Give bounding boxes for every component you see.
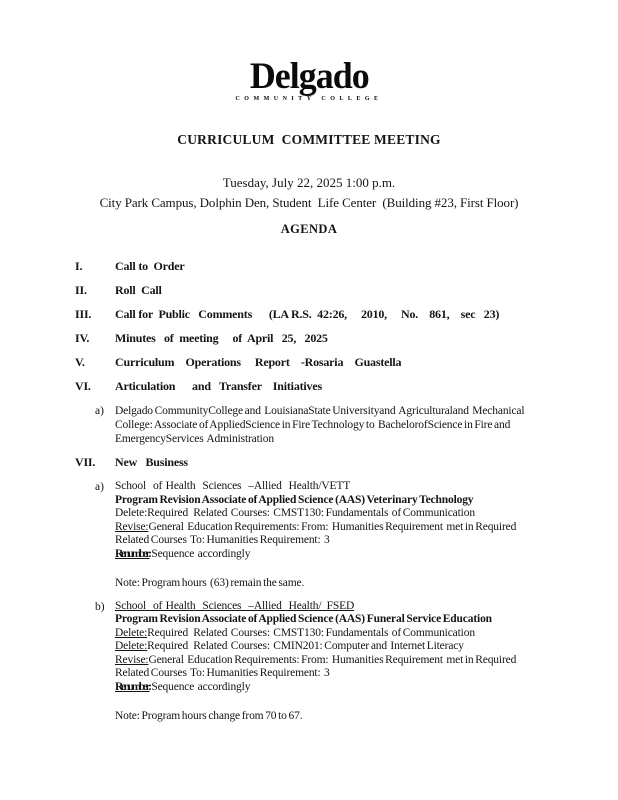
new-business-item-b-fsed [95, 600, 563, 724]
renumber-label: Renumber: [115, 680, 150, 693]
item-numeral: II. [75, 283, 87, 297]
item-numeral: I. [75, 259, 83, 273]
vett-proposal [115, 480, 563, 591]
logo-wordmark: Delgado [249, 56, 369, 97]
item-text: Articulation and Transfer Initiatives [115, 379, 322, 393]
item-text: New Business [115, 455, 188, 469]
program-revision-line: Program Revision Associate of Applied Science (AAS) Veterinary Technology [115, 493, 474, 506]
articulation-sub-item-a [95, 404, 563, 446]
item-text: Call for Public Comments (LA R.S. 42:26, 2010, No. 861, sec 23) [115, 307, 500, 321]
revise-line [115, 654, 563, 668]
delete-label: Delete: [115, 640, 148, 652]
renumber-text: Sequence accordingly [149, 680, 251, 693]
delete-label: Delete: [115, 626, 148, 639]
sub-item-marker: a) [95, 405, 104, 417]
delete-text: Required Related Courses: CMIN201: Computer and Internet Literacy [147, 640, 464, 652]
articulation-paragraph [115, 404, 563, 446]
item-numeral: V. [75, 355, 85, 369]
logo-subtitle: COMMUNITY COLLEGE [235, 96, 383, 102]
renumber-line [115, 548, 563, 562]
related-courses-line: Related Courses To: Humanities Requirement: 3 [115, 667, 330, 679]
articulation-paragraph-line: College: Associate of AppliedScience in Fire Technology to BachelorofScience in Fire and [115, 419, 511, 431]
revise-label: Revise: [115, 653, 149, 666]
renumber-line [115, 681, 563, 695]
related-courses-line: Related Courses To: Humanities Requirement: 3 [115, 534, 330, 546]
sub-item-marker: a) [95, 481, 104, 493]
agenda-heading: AGENDA [280, 222, 338, 236]
revise-line [115, 521, 563, 535]
renumber-text: Sequence accordingly [149, 547, 251, 560]
program-revision-line: Program Revision Associate of Applied Science (AAS) Funeral Service Education [115, 613, 492, 625]
item-text: Curriculum Operations Report -Rosaria Guastella [115, 355, 402, 369]
item-numeral: III. [75, 307, 92, 321]
item-numeral: VII. [75, 455, 96, 469]
agenda-item-roll-call [75, 284, 563, 297]
agenda-item-articulation-transfer [75, 380, 563, 393]
school-heading: School of Health Sciences –Allied Health/VETT [115, 480, 351, 492]
item-numeral: IV. [75, 331, 90, 345]
new-business-item-a-vett [95, 480, 563, 591]
agenda-item-curriculum-operations-report [75, 356, 563, 369]
agenda-item-new-business [75, 456, 563, 469]
school-heading: School of Health Sciences –Allied Health/ FSED [115, 599, 355, 612]
agenda-list [0, 260, 618, 724]
revise-text: General Education Requirements: From: Humanities Requirement met in Required [148, 520, 517, 533]
meeting-datetime: Tuesday, July 22, 2025 1:00 p.m. [222, 175, 396, 190]
delete-line [115, 640, 563, 654]
item-numeral: VI. [75, 379, 91, 393]
item-text: Minutes of meeting of April 25, 2025 [115, 331, 328, 345]
articulation-paragraph-line: EmergencyServices Administration [115, 433, 274, 445]
delete-line [115, 627, 563, 641]
item-text: Roll Call [115, 283, 162, 297]
meeting-title: CURRICULUM COMMITTEE MEETING [177, 132, 441, 147]
revise-label: Revise: [115, 520, 149, 533]
program-note: Note: Program hours change from 70 to 67. [115, 710, 303, 722]
program-note: Note: Program hours (63) remain the same. [115, 577, 305, 589]
fsed-proposal [115, 600, 563, 724]
delgado-logo [0, 0, 618, 102]
meeting-location: City Park Campus, Dolphin Den, Student Life Center (Building #23, First Floor) [99, 195, 519, 210]
agenda-item-public-comments [75, 308, 563, 321]
articulation-paragraph-line: Delgado CommunityCollege and LouisianaState Universityand Agriculturaland Mechanical [115, 405, 525, 417]
delete-text: Required Related Courses: CMST130: Fundamentals of Communication [147, 626, 475, 639]
agenda-item-minutes [75, 332, 563, 345]
delete-line: Delete:Required Related Courses: CMST130: Fundamentals of Communication [115, 507, 475, 519]
item-text: Call to Order [115, 259, 185, 273]
sub-item-marker: b) [95, 600, 105, 613]
agenda-item-call-to-order [75, 260, 563, 273]
revise-text: General Education Requirements: From: Humanities Requirement met in Required [148, 653, 517, 666]
renumber-label: Renumber: [115, 547, 150, 560]
